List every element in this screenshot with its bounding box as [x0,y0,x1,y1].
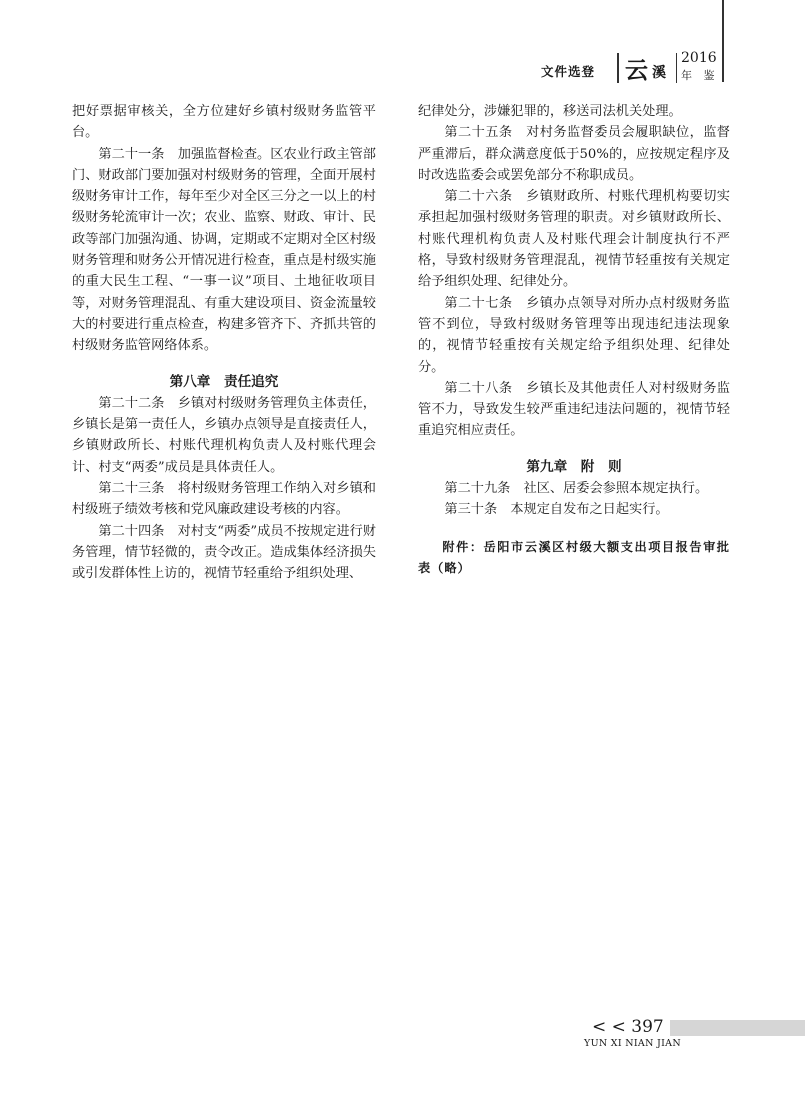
article-29: 第二十九条 社区、居委会参照本规定执行。 [444,481,709,497]
paragraph: 把好票据审核关，全方位建好乡镇村级财务监管平台。 [72,104,376,141]
article-21: 第二十一条 加强监督检查。区农业行政主管部门、财政部门要加强对村级财务的管理，全面开展村级财务审计工作，每年至少对全区三分之一以上的村级财务轮流审计一次；农业、监察、财政、审计、民政等部门加强沟通、协调，定期或不定期对全区村级财务管理和财务公开情况进行检查，重点是村级实施的重大民生工程、“一事一议”项目、土地征收项目等，对财务管理混乱、有重大建设项目、资金流量较大的村要进行重点检查，构建多管齐下、齐抓共管的村级财务监管网络体系。 [72,146,376,354]
header-vertical-rule [722,0,724,82]
left-column [72,101,376,585]
footer-bar [670,1020,805,1036]
page-number: < < 397 [592,1017,664,1037]
chapter-8-heading: 第八章 责任追究 [169,373,279,390]
section-title: 文件选登 [541,64,596,79]
paragraph: 纪律处分，涉嫌犯罪的，移送司法机关处理。 [418,104,682,119]
article-24: 第二十四条 对村支“两委”成员不按规定进行财务管理，情节轻微的，责令改正。造成集体经济损失或引发群体性上访的，视情节轻重给予组织处理、 [72,523,376,582]
attachment-note: 附件：岳阳市云溪区村级大额支出项目报告审批表（略） [418,539,730,575]
article-26: 第二十六条 乡镇财政所、村账代理机构要切实承担起加强村级财务管理的职责。对乡镇财政所长、村账代理机构负责人及村账代理会计制度执行不严格，导致村级财务管理混乱，视情节轻重按有关规定给予组织处理、纪律处分。 [418,189,730,290]
article-25: 第二十五条 对村务监督委员会履职缺位，监督严重滞后，群众满意度低于50%的，应按规定程序及时改选监委会或罢免部分不称职成员。 [418,125,730,183]
article-28: 第二十八条 乡镇长及其他责任人对村级财务监管不力，导致发生较严重违纪违法问题的，视情节轻重追究相应责任。 [418,380,730,439]
article-27: 第二十七条 乡镇办点领导对所办点村级财务监管不到位，导致村级财务管理等出现违纪违法现象的，视情节轻重按有关规定给予组织处理、纪律处分。 [418,295,730,375]
header-yearbook-label: 年 鉴 [681,69,719,82]
yearbook-logo-main: 云 [625,57,648,84]
article-23: 第二十三条 将村级财务管理工作纳入对乡镇和村级班子绩效考核和党风廉政建设考核的内容。 [72,481,376,518]
header-year: 2016 [681,50,717,66]
header-divider-2 [676,53,677,83]
book-name: YUN XI NIAN JIAN [584,1038,681,1049]
header-divider [617,53,619,83]
right-column [418,101,730,579]
chapter-9-heading: 第九章 附 则 [526,458,622,475]
article-22: 第二十二条 乡镇对村级财务管理负主体责任，乡镇长是第一责任人，乡镇办点领导是直接责任人，乡镇财政所长、村账代理机构负责人及村账代理会计、村支“两委”成员是具体责任人。 [72,395,376,475]
article-30: 第三十条 本规定自发布之日起实行。 [444,502,669,518]
yearbook-logo-sub: 溪 [652,65,666,81]
